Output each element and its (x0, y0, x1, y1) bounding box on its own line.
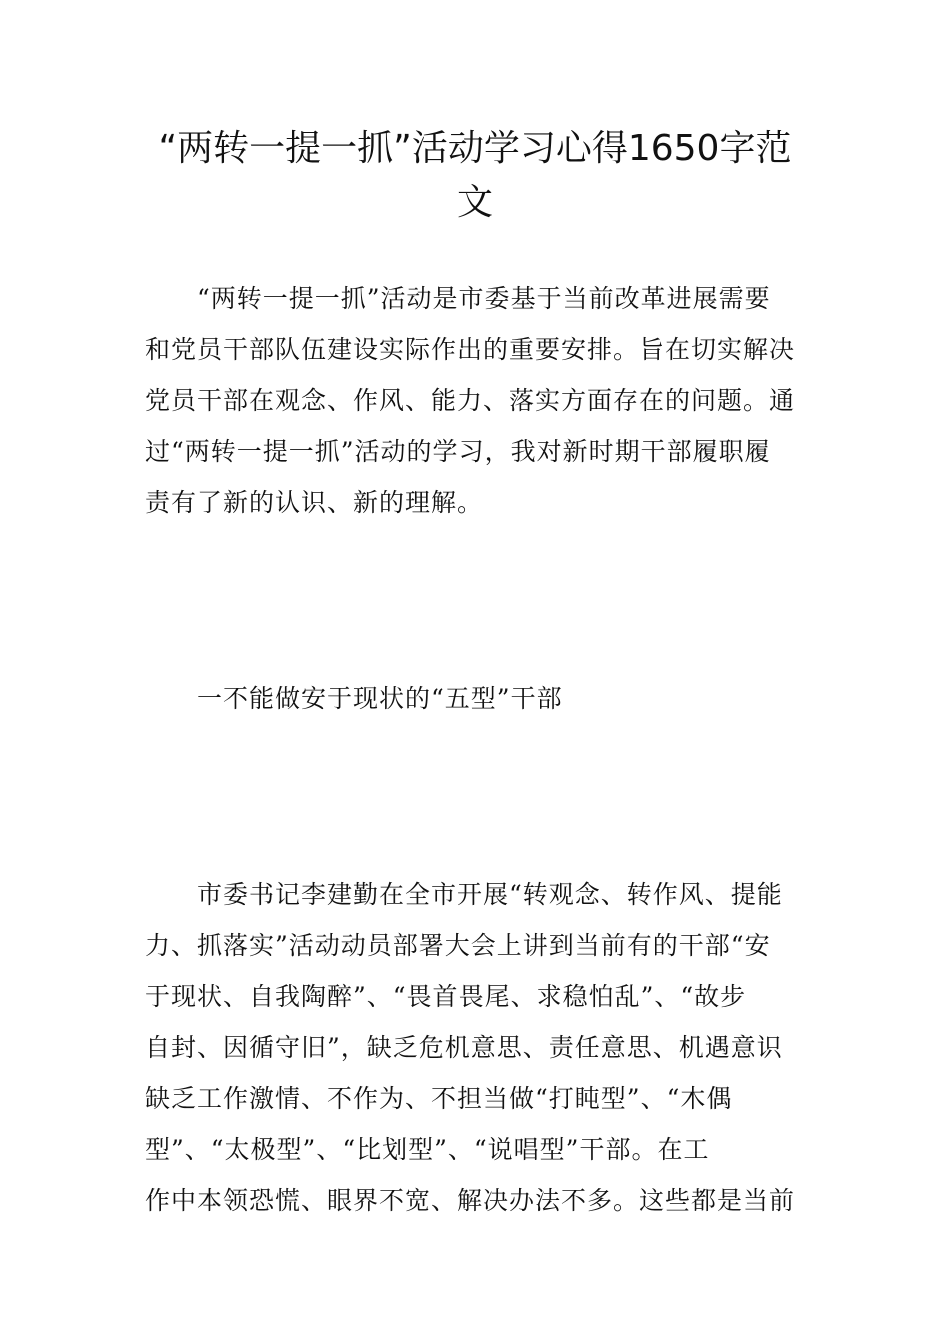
paragraph-line: 过“两转一提一抓”活动的学习，我对新时期干部履职履 (145, 437, 771, 466)
title-line: 文 (456, 182, 493, 223)
paragraph-line: 责有了新的认识、新的理解。 (145, 488, 484, 517)
title-line: “两转一提一抓”活动学习心得1650字范 (158, 128, 792, 169)
intro-paragraph (145, 273, 807, 528)
paragraph-line: “两转一提一抓”活动是市委基于当前改革进展需要 (197, 284, 771, 313)
paragraph-line: 市委书记李建勤在全市开展“转观念、转作风、提能 (197, 880, 783, 909)
section-heading: 一不能做安于现状的“五型”干部 (197, 684, 563, 713)
paragraph-line: 于现状、自我陶醉”、“畏首畏尾、求稳怕乱”、“故步 (145, 982, 747, 1011)
paragraph-line: 作中本领恐慌、眼界不宽、解决办法不多。这些都是当前 (145, 1186, 796, 1215)
body-paragraph (145, 869, 807, 1226)
paragraph-line: 党员干部在观念、作风、能力、落实方面存在的问题。通 (145, 386, 796, 415)
paragraph-line: 缺乏工作激情、不作为、不担当做“打盹型”、“木偶 (145, 1084, 733, 1113)
document-title (145, 122, 805, 230)
paragraph-line: 型”、“太极型”、“比划型”、“说唱型”干部。在工 (145, 1135, 710, 1164)
paragraph-line: 自封、因循守旧”，缺乏危机意思、责任意思、机遇意识 (145, 1033, 783, 1062)
paragraph-line: 力、抓落实”活动动员部署大会上讲到当前有的干部“安 (145, 931, 771, 960)
paragraph-line: 和党员干部队伍建设实际作出的重要安排。旨在切实解决 (145, 335, 796, 364)
